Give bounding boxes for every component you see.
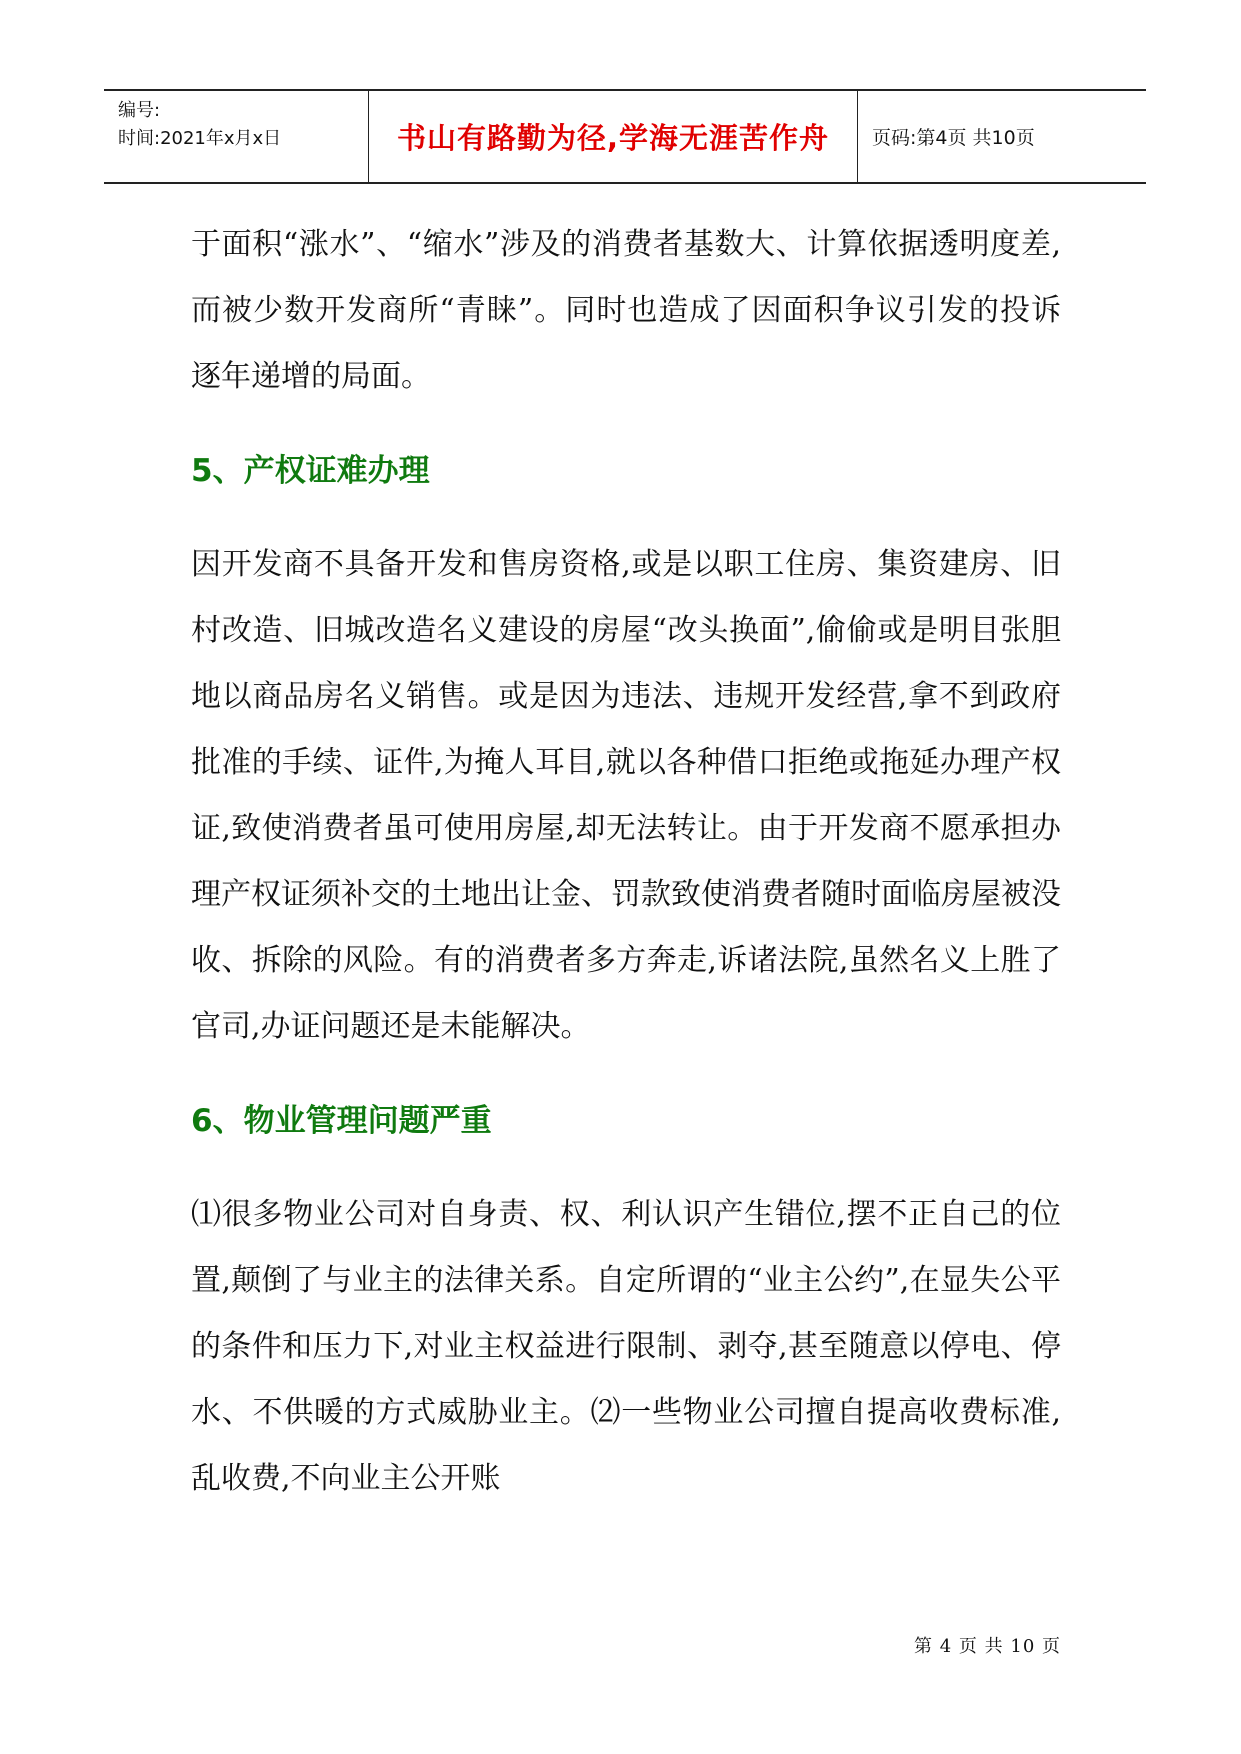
body-paragraph-3: ⑴很多物业公司对自身责、权、利认识产生错位,摆不正自己的位置,颠倒了与业主的法律关系。自定所谓的“业主公约”,在显失公平的条件和压力下,对业主权益进行限制、剥夺,甚至随意以停电、停水、不供暖的方式威胁业主。⑵一些物业公司擅自提高收费标准,乱收费,不向业主公开账 bbox=[191, 1197, 1061, 1496]
body-paragraph-2: 因开发商不具备开发和售房资格,或是以职工住房、集资建房、旧村改造、旧城改造名义建设的房屋“改头换面”,偷偷或是明目张胆地以商品房名义销售。或是因为违法、违规开发经营,拿不到政府批准的手续、证件,为掩人耳目,就以各种借口拒绝或拖延办理产权证,致使消费者虽可使用房屋,却无法转让。由于开发商不愿承担办理产权证须补交的土地出让金、罚款致使消费者随时面临房屋被没收、拆除的风险。有的消费者多方奔走,诉诸法院,虽然名义上胜了官司,办证问题还是未能解决。 bbox=[191, 547, 1061, 1044]
body-paragraph-1: 于面积“涨水”、“缩水”涉及的消费者基数大、计算依据透明度差,而被少数开发商所“青睐”。同时也造成了因面积争议引发的投诉逐年递增的局面。 bbox=[191, 227, 1061, 394]
document-header bbox=[104, 89, 1146, 184]
header-meta-cell bbox=[104, 91, 369, 182]
section-heading-6: 6、物业管理问题严重 bbox=[191, 1103, 492, 1139]
document-time-label: 时间:2021年x月x日 bbox=[118, 128, 282, 149]
header-page-info: 页码:第4页 共10页 bbox=[872, 127, 1035, 149]
section-heading-5: 5、产权证难办理 bbox=[191, 453, 430, 489]
page-footer: 第 4 页 共 10 页 bbox=[914, 1636, 1061, 1657]
document-number-label: 编号: bbox=[118, 100, 161, 121]
header-motto: 书山有路勤为径,学海无涯苦作舟 bbox=[369, 91, 858, 182]
document-body bbox=[191, 212, 1061, 1512]
